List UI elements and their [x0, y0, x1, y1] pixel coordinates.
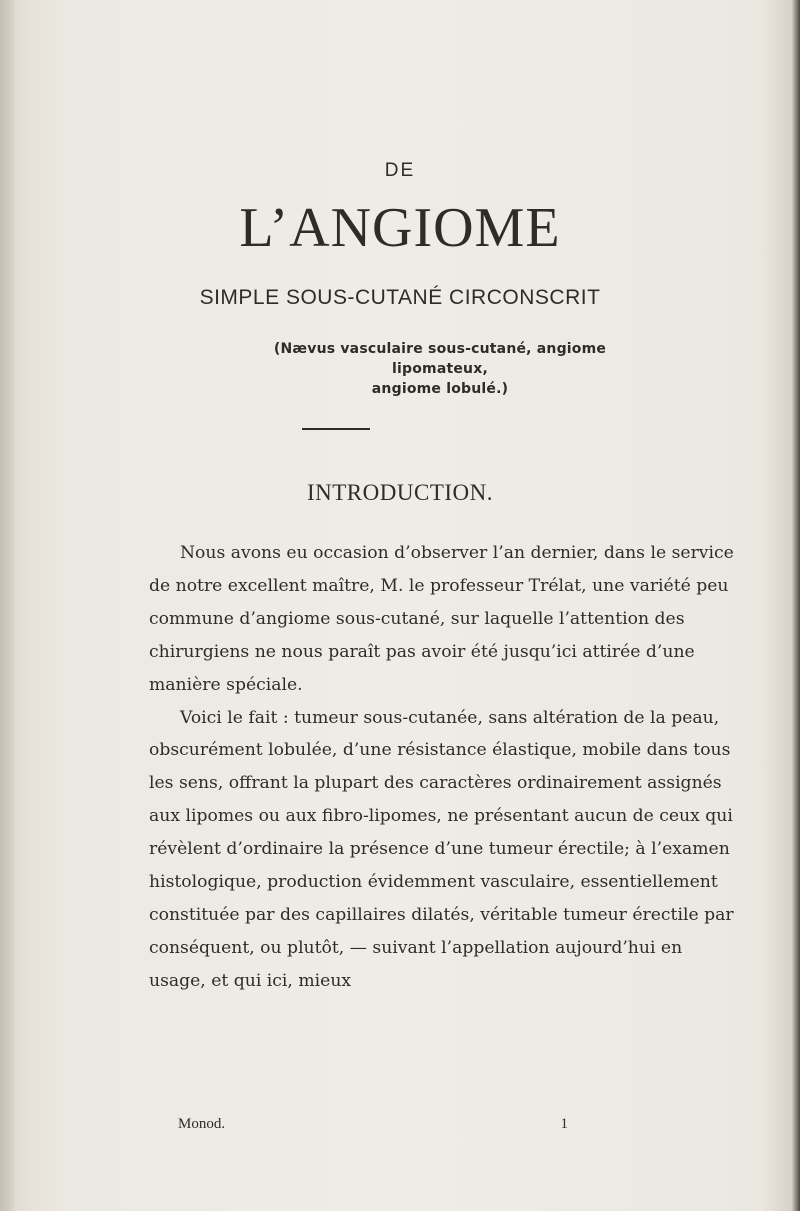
divider-rule — [302, 428, 370, 430]
paragraph-1: Nous avons eu occasion d’observer l’an dernier, dans le service de notre excellent maître, M. le professeur Trélat, une variété peu commune d’angiome sous-cutané, sur laquelle l’attention des chirurgiens ne nous paraît pas avoir été jusqu’ici attirée d’une manière spéciale. — [149, 543, 734, 695]
footer-author: Monod. — [178, 1116, 226, 1132]
section-title: INTRODUCTION. — [306, 480, 493, 505]
body-text — [149, 537, 735, 998]
signature-mark: 1 — [560, 1116, 568, 1132]
synonyms-line-1: (Nævus vasculaire sous-cutané, angiome lipomateux, — [273, 341, 607, 377]
page-footer — [178, 1116, 568, 1133]
page-subtitle: SIMPLE SOUS-CUTANÉ CIRCONSCRIT — [199, 286, 601, 309]
synonyms-note — [240, 339, 640, 399]
page-title: L’ANGIOME — [239, 197, 561, 259]
paragraph-2: Voici le fait : tumeur sous-cutanée, sans altération de la peau, obscurément lobulée, d’une résistance élastique, mobile dans tous les sens, offrant la plupart des caractères ordinairement assignés aux lipomes ou aux fibro-lipomes, ne présentant aucun de ceux qui révèlent d’ordinaire la présence d’une tumeur érectile; à l’examen histologique, production évidemment vasculaire, essentiellement constituée par des capillaires dilatés, véritable tumeur érectile par conséquent, ou plutôt, — suivant l’appellation aujourd’hui en usage, et qui ici, mieux — [149, 707, 734, 991]
synonyms-line-2: angiome lobulé.) — [371, 381, 509, 397]
heading-de: DE — [384, 160, 416, 181]
